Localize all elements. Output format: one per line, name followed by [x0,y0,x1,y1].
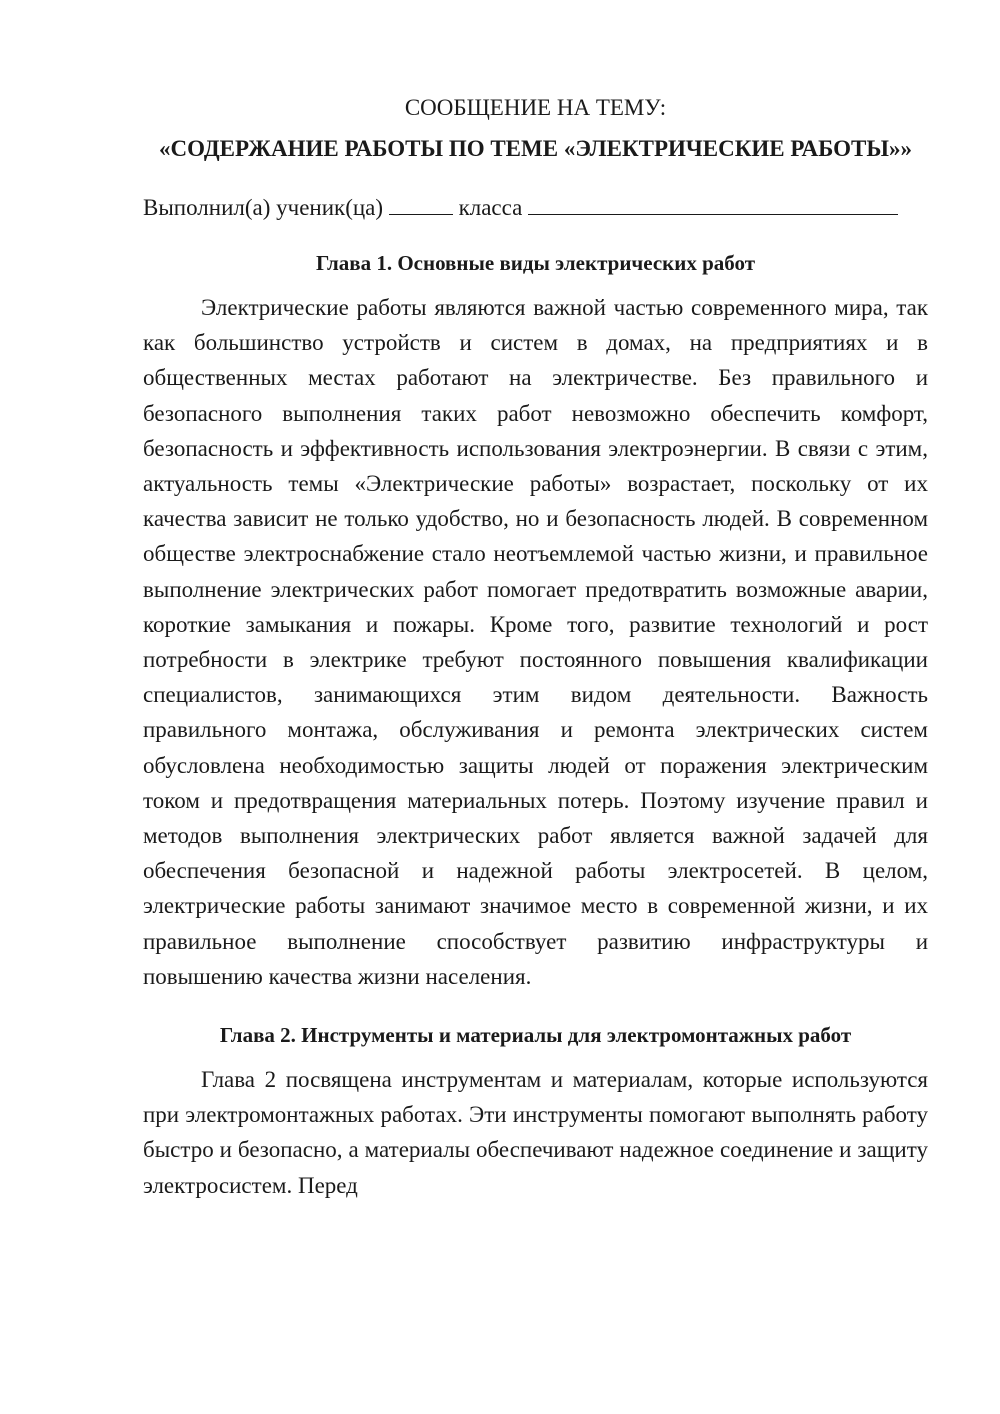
author-line [143,192,928,224]
name-blank-field [528,192,898,215]
grade-blank-field [389,192,453,215]
class-label: класса [458,195,523,220]
chapter-1-paragraph: Электрические работы являются важной частью современного мира, так как большинство устройств и систем в домах, на предприятиях и в общественных местах работают на электричестве. Без правильного и безопасного выполнения таких работ невозможно обеспечить комфорт, безопасность и эффективность использования электроэнергии. В связи с этим, актуальность темы «Электрические работы» возрастает, поскольку от их качества зависит не только удобство, но и безопасность людей. В современном обществе электроснабжение стало неотъемлемой частью жизни, и правильное выполнение электрических работ помогает предотвратить возможные аварии, короткие замыкания и пожары. Кроме того, развитие технологий и рост потребности в электрике требуют постоянного повышения квалификации специалистов, занимающихся этим видом деятельности. Важность правильного монтажа, обслуживания и ремонта электрических систем обусловлена необходимостью защиты людей от поражения электрическим током и предотвращения материальных потерь. Поэтому изучение правил и методов выполнения электрических работ является важной задачей для обеспечения безопасной и надежной работы электросетей. В целом, электрические работы занимают значимое место в современной жизни, и их правильное выполнение способствует развитию инфраструктуры и повышению качества жизни населения. [143,295,928,989]
chapter-1-heading: Глава 1. Основные виды электрических работ [315,251,756,275]
chapter-2-heading: Глава 2. Инструменты и материалы для электромонтажных работ [219,1023,852,1048]
document-content [143,92,928,1203]
author-label: Выполнил(а) ученик(ца) [143,195,384,220]
document-title: «СОДЕРЖАНИЕ РАБОТЫ ПО ТЕМЕ «ЭЛЕКТРИЧЕСКИЕ РАБОТЫ»» [159,136,912,161]
document-header: СООБЩЕНИЕ НА ТЕМУ: [404,95,667,120]
chapter-2-paragraph: Глава 2 посвящена инструментам и материалам, которые используются при электромонтажных работах. Эти инструменты помогают выполнять работу быстро и безопасно, а материалы обеспечивают надежное соединение и защиту электросистем. Перед [143,1067,928,1198]
